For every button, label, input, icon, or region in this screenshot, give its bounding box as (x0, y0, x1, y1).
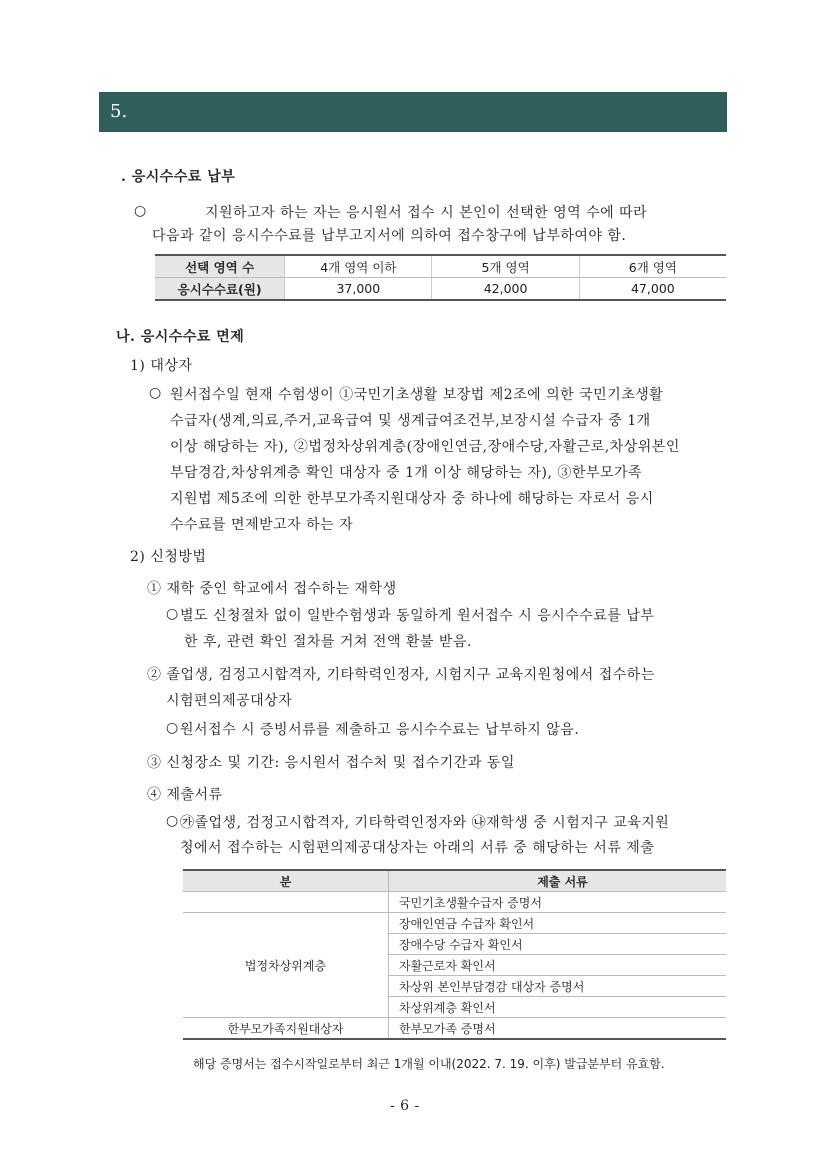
document-cell: 자활근로자 확인서 (389, 955, 727, 976)
category-cell: 한부모가족지원대상자 (183, 1018, 389, 1040)
table-cell: 6개 영역 (579, 255, 726, 278)
category-cell (183, 892, 389, 913)
documents-table (183, 869, 726, 1040)
table-row (155, 255, 726, 278)
paragraph-line: 별도 신청절차 없이 일반수험생과 동일하게 원서접수 시 응시수수료를 납부 (180, 608, 655, 624)
document-cell: 차상위 본인부담경감 대상자 증명서 (389, 976, 727, 997)
subheading-application: 2) 신청방법 (130, 549, 207, 565)
table-cell: 4개 영역 이하 (285, 255, 432, 278)
item-title: ① 재학 중인 학교에서 접수하는 재학생 (147, 581, 397, 597)
column-header: 분 (183, 870, 389, 892)
paragraph-line: 지원하고자 하는 자는 응시원서 접수 시 본인이 선택한 영역 수에 따라 (205, 205, 648, 221)
table-cell: 37,000 (285, 278, 432, 301)
item-title: ③ 신청장소 및 기간: 응시원서 접수처 및 접수기간과 동일 (147, 755, 515, 771)
paragraph-line: 수수료를 면제받고자 하는 자 (170, 517, 354, 533)
table-cell: 5개 영역 (432, 255, 579, 278)
document-cell: 차상위계층 확인서 (389, 997, 727, 1018)
heading-fee-payment: . 응시수수료 납부 (121, 169, 236, 185)
table-row (155, 278, 726, 301)
bullet-marker: ○ (166, 813, 179, 829)
section-number: 5. (110, 101, 128, 122)
fee-table (155, 254, 726, 301)
bullet-marker: ○ (166, 606, 179, 622)
paragraph-line: 지원법 제5조에 의한 한부모가족지원대상자 중 하나에 해당하는 자로서 응시 (170, 491, 654, 507)
document-cell: 국민기초생활수급자 증명서 (389, 892, 727, 913)
table-cell: 42,000 (432, 278, 579, 301)
document-cell: 장애인연금 수급자 확인서 (389, 913, 727, 934)
paragraph-line: 다음과 같이 응시수수료를 납부고지서에 의하여 접수창구에 납부하여야 함. (152, 228, 627, 244)
table-cell: 47,000 (579, 278, 726, 301)
table-row (183, 1018, 726, 1040)
item-title: ④ 제출서류 (147, 787, 223, 803)
bullet-marker: ○ (149, 385, 162, 401)
document-cell: 장애수당 수급자 확인서 (389, 934, 727, 955)
row-header: 선택 영역 수 (155, 255, 285, 278)
paragraph-line: 원서접수일 현재 수험생이 ①국민기초생활 보장법 제2조에 의한 국민기초생활 (170, 387, 664, 403)
document-cell: 한부모가족 증명서 (389, 1018, 727, 1040)
bullet-marker: ○ (166, 720, 179, 736)
paragraph-line: 수급자(생계,의료,주거,교육급여 및 생계급여조건부,보장시설 수급자 중 1개 (170, 413, 651, 429)
footnote: 해당 증명서는 접수시작일로부터 최근 1개월 이내(2022. 7. 19. 이후) 발급분부터 유효함. (193, 1057, 665, 1071)
paragraph-line: 청에서 접수하는 시험편의제공대상자는 아래의 서류 중 해당하는 서류 제출 (180, 840, 655, 856)
subheading-eligible: 1) 대상자 (130, 358, 193, 374)
table-row (183, 892, 726, 913)
page-number: - 6 - (390, 1098, 420, 1114)
paragraph-line: 이상 해당하는 자), ②법정차상위계층(장애인연금,장애수당,자활근로,차상위본인 (170, 439, 680, 455)
item-title-cont: 시험편의제공대상자 (166, 693, 293, 709)
paragraph-line: 원서접수 시 증빙서류를 제출하고 응시수수료는 납부하지 않음. (180, 722, 580, 738)
paragraph-line: 부담경감,차상위계층 확인 대상자 중 1개 이상 해당하는 자), ③한부모가족 (170, 465, 643, 481)
category-cell: 법정차상위계층 (183, 913, 389, 1018)
heading-fee-exemption: 나. 응시수수료 면제 (116, 329, 245, 345)
column-header: 제출 서류 (389, 870, 727, 892)
table-header-row (183, 870, 726, 892)
bullet-marker: ○ (134, 203, 147, 219)
row-header: 응시수수료(원) (155, 278, 285, 301)
paragraph-line: 한 후, 관련 확인 절차를 거쳐 전액 환불 받음. (184, 634, 472, 650)
table-row (183, 913, 726, 934)
section-banner (99, 92, 727, 132)
item-title: ② 졸업생, 검정고시합격자, 기타학력인정자, 시험지구 교육지원청에서 접수하는 (147, 667, 655, 683)
paragraph-line: ㉮졸업생, 검정고시합격자, 기타학력인정자와 ㉯재학생 중 시험지구 교육지원 (180, 815, 670, 831)
